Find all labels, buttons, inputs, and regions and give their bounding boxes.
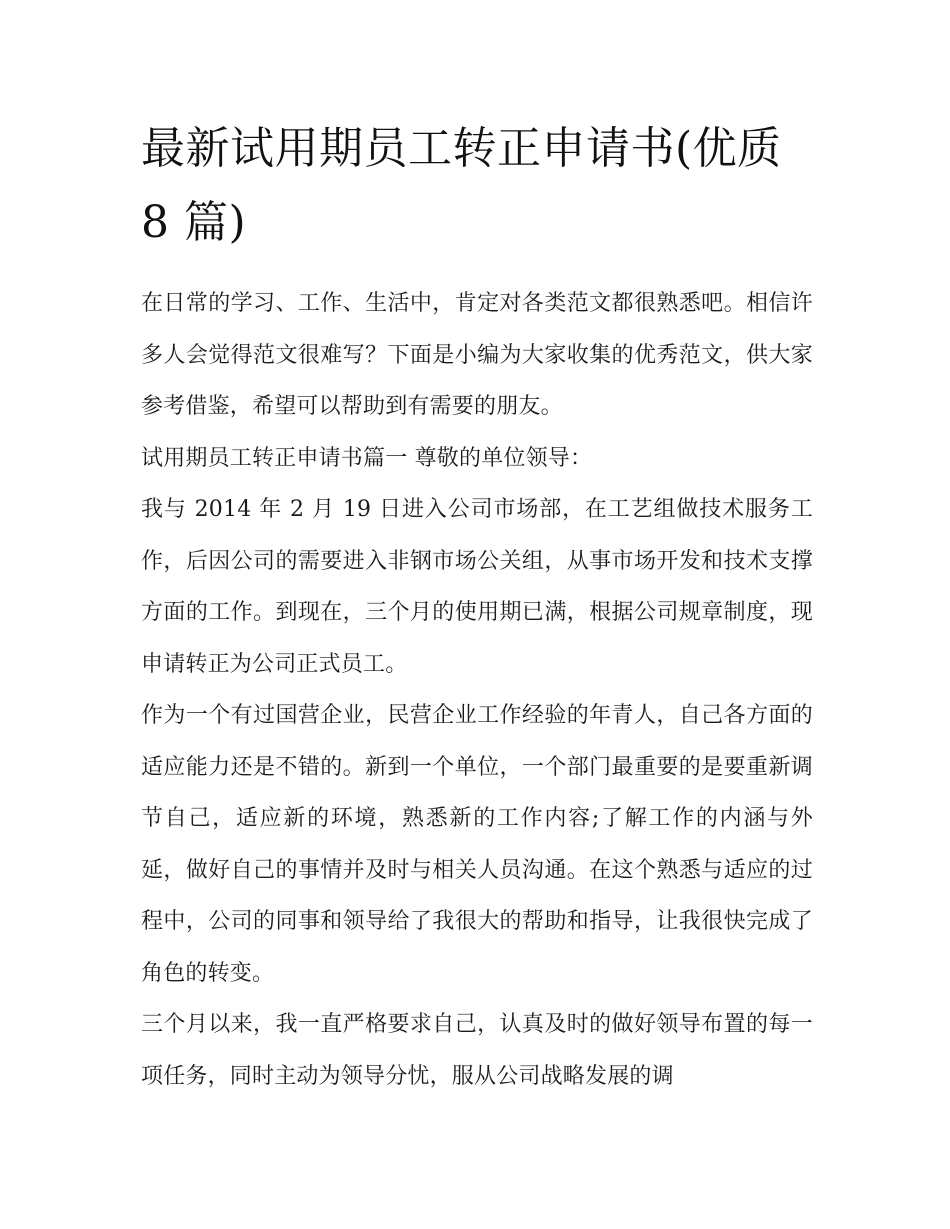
paragraph-adaptation: 作为一个有过国营企业，民营企业工作经验的年青人，自己各方面的适应能力还是不错的。新到一个单位，一个部门最重要的是要重新调节自己，适应新的环境，熟悉新的工作内容;了解工作的内涵与外延，做好自己的事情并及时与相关人员沟通。在这个熟悉与适应的过程中，公司的同事和领导给了我很大的帮助和指导，让我很快完成了角色的转变。: [141, 703, 813, 986]
paragraph-work-summary: 三个月以来，我一直严格要求自己，认真及时的做好领导布置的每一项任务，同时主动为领导分忧，服从公司战略发展的调: [141, 1012, 813, 1089]
document-body: [141, 112, 813, 1102]
paragraph-salutation: 试用期员工转正申请书篇一 尊敬的单位领导：: [141, 445, 593, 471]
paragraph-intro: 在日常的学习、工作、生活中，肯定对各类范文都很熟悉吧。相信许多人会觉得范文很难写？下面是小编为大家收集的优秀范文，供大家参考借鉴，希望可以帮助到有需要的朋友。: [141, 291, 813, 419]
paragraph-entry-info: 我与 2014 年 2 月 19 日进入公司市场部，在工艺组做技术服务工作，后因公司的需要进入非钢市场公关组，从事市场开发和技术支撑方面的工作。到现在，三个月的使用期已满，根据公司规章制度，现申请转正为公司正式员工。: [141, 497, 813, 677]
document-title: 最新试用期员工转正申请书(优质 8 篇): [141, 123, 782, 248]
